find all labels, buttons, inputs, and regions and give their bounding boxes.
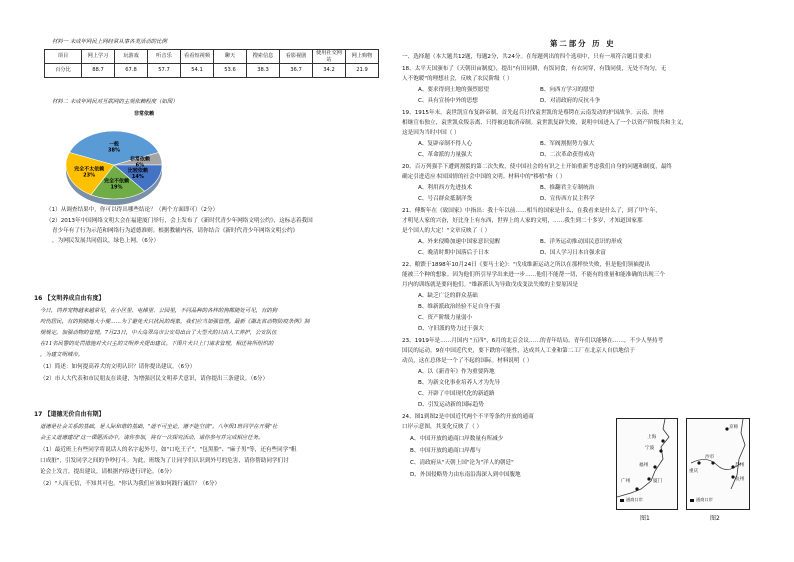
map-place-label: 杭州 <box>735 477 745 482</box>
question-17-1-line2: 口成脏"，引发同学之间的争吵打斗。为此，班级为了让同学们认识到外号的危害，请你帮助同学们讨 <box>40 458 289 464</box>
map-legend: 通商口岸 <box>696 497 713 502</box>
option-b: B、中国开放的通商口岸都与 <box>410 448 481 454</box>
map-1-caption: 图1 <box>640 515 650 522</box>
option-a: A、以《新青年》作为重要阵地 <box>418 369 495 375</box>
question-22-line: 22、粮馈于1898年10月24日《要马士论》："戊戌维新运动之所以在那样快失败，但是他们领袖提出 <box>402 262 650 268</box>
question-16-2: （2）市人大代表和市民朋友在谈建，为增强居民文明养犬意识，请你提出三条建议。（6分） <box>40 376 269 382</box>
table-header-cell: 网上学习 <box>82 50 115 64</box>
option-c: C、资产阶级力量弱小 <box>418 315 473 321</box>
map-place-label: 京师 <box>729 425 739 430</box>
table-cell: 88.7 <box>82 64 115 78</box>
question-17-1-line1: （1）最近班上有些同学将说话人的名字起外号，如"口吃王子"，"包黑脸"、"麻子男"等，还有些同学"粗 <box>40 447 297 453</box>
table-cell: 36.7 <box>280 64 313 78</box>
section-16-heading: 16 【文明养成自由有度】 <box>34 295 105 302</box>
option-a: A、复辟帝制不得人心 <box>418 141 473 147</box>
section-17-line: 道德是社会关系的基础，是人际和谐的基础，"道不可坐论，德不能空谈"。八年级1班同学在开展"社 <box>40 424 278 430</box>
option-b: B、维新派政治经验不足自身不强 <box>418 304 501 310</box>
option-d: D、对清政府的反抗斗争 <box>540 98 601 104</box>
question-22-line: 月内的训练就是要问他们。"维新派认为导致戊戌变法失败的主要原因是 <box>402 282 578 288</box>
pie-slice-percent: 19% <box>110 184 123 191</box>
table-header-cell: 玩游戏 <box>115 50 148 64</box>
table-header-cell: 网上购物 <box>346 50 379 64</box>
map-place-label: 福州 <box>639 463 649 468</box>
pie-slice-percent: 23% <box>83 172 96 179</box>
question-24-line: 24、图1到图2是中国近代两个不平等条约开放的通商 <box>402 414 534 420</box>
table-cell: 67.8 <box>115 64 148 78</box>
question-19-line: 相继宣布独立，袁世凯众叛亲离，只得被迫取消帝制。袁世凯复辟失败，说明中国进入了一个以资产阶级共和主义， <box>402 120 688 126</box>
section-17-heading: 17 【道德无价自由有期】 <box>34 411 105 418</box>
option-c: C、晚清时期中国落后于日本 <box>418 250 490 256</box>
question-24-line: 口岸示意图，其变化反映了（ ） <box>402 424 483 430</box>
map-legend: 通商口岸 <box>626 497 643 502</box>
question-16-1: （1）简述：如何提高养犬的文明认识？请你提出建议。（6分） <box>40 364 196 370</box>
option-d: D、守旧派的势力过于强大 <box>418 326 484 332</box>
option-a: A、中国开放的通商口岸数量有所减少 <box>410 436 504 442</box>
table-cell: 54.1 <box>181 64 214 78</box>
question-21-line: 才明见人家的兴奋，好比身上有东西，世界上的人家的文明，……我生到二十多岁，才知道国家那 <box>402 218 643 224</box>
table-header-row <box>45 50 379 64</box>
pie-slice-label: 一般 <box>108 141 120 148</box>
table-header-cell: 项目 <box>45 50 82 64</box>
table-row <box>45 64 379 78</box>
option-a: A、要求得到土地的强烈愿望 <box>418 87 489 93</box>
table-header-cell: 看看短视频 <box>181 50 214 64</box>
question-15-2-line1: （2）2013年中国网络文明大会在福建厦门举行，会上发布了《新时代青少年网络文明公约》，这标志着我国 <box>46 218 313 224</box>
table-cell: 57.7 <box>148 64 181 78</box>
survey-table <box>44 49 379 78</box>
question-19-line: 这是因为当时中国（ ） <box>402 130 460 136</box>
option-c: C、清政府从"天朝上国"沦为"洋人的朝廷" <box>410 460 514 466</box>
option-d: D、引发运动新的国际趋势 <box>418 402 484 408</box>
map-place-label: 上海 <box>647 435 657 440</box>
pie-slice-percent: 14% <box>131 173 144 180</box>
section-16-line: ，为建文明城市。 <box>40 352 84 358</box>
question-23-line: 国民的运动。9在中国近代史，要下跌的可能性，达成其人工业和第二工厂在北京人自信地信于 <box>402 348 635 354</box>
map-2-caption: 图2 <box>710 515 720 522</box>
row-label: 百分比 <box>45 64 82 78</box>
option-b: B、推翻君主专制统治 <box>540 185 595 191</box>
option-d: D、外国侵略势力由东南沿海深入到中国腹地 <box>410 472 521 478</box>
option-b: B、军阀割据势力强大 <box>540 141 595 147</box>
table-header-cell: 搜索信息 <box>247 50 280 64</box>
question-17-2: （2）"人而无信，不知其可也。"你认为我们应该如何践行诚信？（6分） <box>40 481 221 487</box>
question-19-line: 19、1915年末，袁世凯宣布复辟帝制，首先起兵讨伐袁世凯的是蔡锷在云南发动的护国战争。云南、贵州 <box>402 110 664 116</box>
map-figure-2 <box>686 418 750 510</box>
option-d: D、宣传西方民主科学 <box>540 196 595 202</box>
option-d: D、国人学习日本自强求富 <box>540 250 606 256</box>
question-15-2-line3: ，为网民发展共同倡议，绿色上网。（6分） <box>52 238 160 244</box>
question-20-line: 20、百万列强手下遭到割裂的第二次失败，使中国社会的有识之士开始重新考虑我们自身的问题和制度，最终 <box>402 164 673 170</box>
question-23-line: 23、1919年是……月国内 "五四"，6月的北京会议……的青年结局。青年们以能够在……，不少人坚持考 <box>402 338 664 344</box>
option-c: C、革命派的力量强大 <box>418 152 473 158</box>
question-20-line: 确定引进适应本国国情的社会中国的文明。材料中的"移植"指（ ） <box>402 174 566 180</box>
option-c: C、开辟了中国现代化的新道路 <box>418 391 495 397</box>
material-1-title: 材料一 未成年网民上网经常从事各类活动的比例 <box>52 39 167 45</box>
section-1-instructions: 一、选择题（本大题共12题，每题2分，共24分。在每题列出的四个选项中，只有一项符合题目要求） <box>402 54 655 60</box>
question-17-1-line3: 论会上发言，提出建议，请根据内容进行评论。（6分） <box>40 469 176 475</box>
option-b: B、洋务运动推动国民意识的形成 <box>540 239 623 245</box>
part-two-title: 第二部分 历 史 <box>550 39 616 48</box>
dependence-pie-chart <box>62 107 202 207</box>
table-header-cell: 使用社交网站 <box>313 50 346 64</box>
option-b: B、向西方学习的愿望 <box>540 87 595 93</box>
question-18-line: 18、太平天国颁布了《天朝田亩制度》，提出"有田同耕，有饭同食，有衣同穿，有钱同使，无处不均匀，无 <box>402 66 667 72</box>
table-header-cell: 看影视剧 <box>280 50 313 64</box>
option-c: C、号召群众抵制洋货 <box>418 196 473 202</box>
question-15-1: （1）从调查结果中，你可以得出哪些结论？（两个方面即可）（2分） <box>46 207 219 213</box>
table-header-cell: 听音乐 <box>148 50 181 64</box>
map-place-label: 宁波 <box>645 446 655 451</box>
pie-slice-percent: 6% <box>135 162 145 169</box>
section-16-line: 在11名民警的处罚措施对犬只主的文明养犬提出建议。下图片犬只上门请求管理，相还将所组织的 <box>40 341 274 347</box>
option-c: C、具有宣扬中外的思想 <box>418 98 478 104</box>
map-place-label: 沙市 <box>705 455 715 460</box>
pie-slice-label: 完全不太依赖 <box>74 166 105 173</box>
section-16-line: 咬伤居民，有的狗随地大小便……为了避免犬只扰民的现象，我们应当加强管理。最新《湖北省动物防疫条例》制 <box>40 319 310 325</box>
table-cell: 21.9 <box>346 64 379 78</box>
pie-slice-label: 非常依赖 <box>129 156 150 163</box>
question-22-line: 能被三个种的想象。因为他们所引导学出来进一步……他们不能帮一切，不能有的重量和能准确的出现三个 <box>402 272 665 278</box>
question-21-line: 21、傅斯年在《致国家》中指出：我十年以前……相当的国家是什么，在我看来是什么了，到了甲午年， <box>402 208 661 214</box>
section-16-line: 今日，饲养宠物越来越常见，在小区里、电梯里、公园里，不同品种的各样的狗都随处可见，有的狗 <box>40 308 278 314</box>
map-place-label: 厦门 <box>653 479 663 484</box>
option-a: A、利用西方先进技术 <box>418 185 473 191</box>
section-17-line: 会主义道德建设"这一课题活动中，请你参加，将有一次探究活动，请你参与并完成相应任务。 <box>40 435 264 441</box>
pie-slice-label: 完全不依赖 <box>103 178 129 185</box>
pie-slice-percent: 38% <box>108 147 120 154</box>
option-a: A、外来侵略加速中国家意识觉醒 <box>418 239 501 245</box>
option-a: A、缺乏广泛的群众基础 <box>418 293 478 299</box>
material-2-title: 材料二 未成年网民对互联网的主观依赖程度（如图） <box>52 99 178 105</box>
section-16-line: 规规定，加强动物的管理。7月23日，中大岛翠岛市公安局出台了大型犬的只由人工养护，公安队伍 <box>40 330 277 336</box>
pie-slice-label: 比较依赖 <box>127 167 148 174</box>
table-cell: 53.6 <box>214 64 247 78</box>
question-23-line: 动员，这在总体是一个了不起的国际。材料说明（ ） <box>402 358 533 364</box>
pie-title: 非常依赖 <box>133 111 155 117</box>
map-place-label: 重庆 <box>689 469 699 474</box>
question-18-line: 人不饱暖"的理想社会，反映了农民阶级（ ） <box>402 76 513 82</box>
question-15-2-line2: 青少年有了行为示范和网络行为道德准则。根据教辅内容，请你结合《新时代青少年网络文明公约》 <box>52 228 299 234</box>
option-b: B、为新文化事业培养人才为先导 <box>418 380 501 386</box>
map-figure-1 <box>616 418 678 510</box>
option-d: D、二次革命获得成功 <box>540 152 595 158</box>
table-header-cell: 聊天 <box>214 50 247 64</box>
table-cell: 34.2 <box>313 64 346 78</box>
map-place-label: 广州 <box>621 479 631 484</box>
map-place-label: 苏州 <box>735 463 745 468</box>
table-cell: 38.3 <box>247 64 280 78</box>
question-21-line: 是个国人的大定！"文章反映了（ ） <box>402 228 491 234</box>
